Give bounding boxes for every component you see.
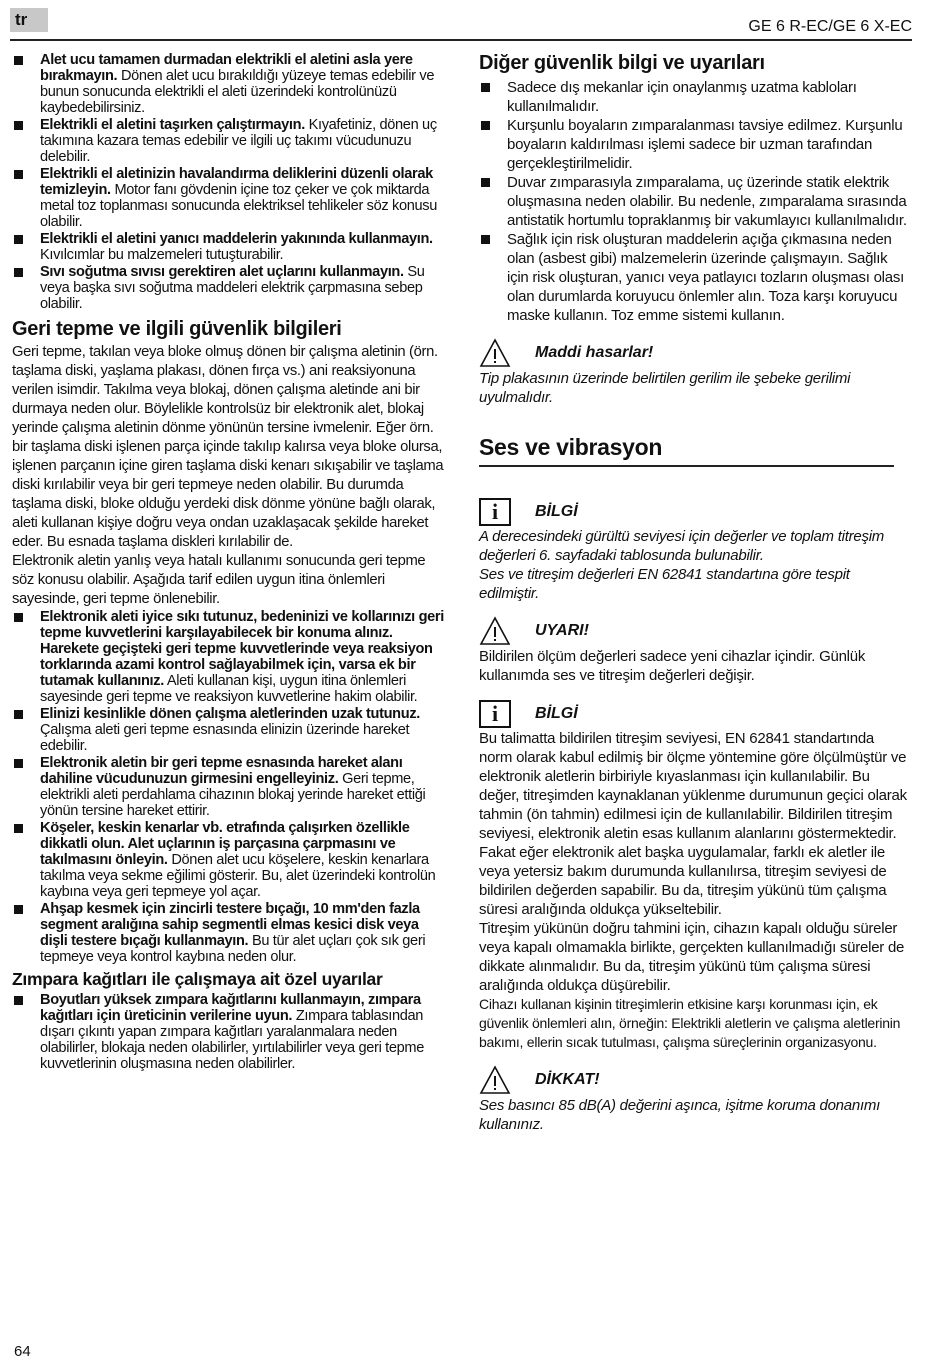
warning-triangle-icon <box>479 338 511 368</box>
list-item: Sıvı soğutma sıvısı gerektiren alet uçlarını kullanmayın. Su veya başka sıvı soğutma maddeleri elektrik çarpmasına sebep olabilir. <box>12 264 445 312</box>
kickback-paragraph-1: Geri tepme, takılan veya bloke olmuş dönen bir çalışma aletinin (örn. taşlama diski, yaşlama plakası, dönen fırça vs.) ani reaksiyonuna verilen isimdir. Takılma veya blokaj, dönen çalışma aletinde ani bir durmaya neden olur. Böylelikle kontrolsüz bir elektronik alet, blokaj yerinde çalışma aletinin dönme yönünün tersine ivmelenir. Eğer örn. bir taşlama diski işlenen parça içinde takılıp kalırsa veya bloke olursa, işlenen parçanın içine giren taşlama diski kenarı sıkışabilir ve taşlama diski kırılabilir veya bir geri tepmeye neden olabilir. Bu durumda taşlama diski, bloke olduğu yerdeki disk dönme yönüne bağlı olarak, aleti kullanan kişiye doğru veya ondan uzaklaşacak şekilde hareket eder. Bu esnada taşlama diskleri kırılabilir de. <box>12 344 444 550</box>
list-item: Boyutları yüksek zımpara kağıtlarını kullanmayın, zımpara kağıtları için üreticinin verilerine uyun. Zımpara tablasından dışarı çıkıntı yapan zımpara kağıtları yaralanmalara neden olabilirler, blokaja neden olabilirler, yırtılabilirler veya geri tepme kuvvetlerinin oluşmasına neden olabilirler. <box>12 992 445 1072</box>
list-item: Elektrikli el aletinizin havalandırma deliklerini düzenli olarak temizleyin. Motor fanı gövdenin içine toz çeker ve çok miktarda metal toz toplanması sonucunda elektriksel tehlikeler söz konusu olabilir. <box>12 166 445 230</box>
page-number: 64 <box>14 1343 31 1360</box>
language-tag: tr <box>10 8 48 32</box>
sandpaper-heading: Zımpara kağıtları ile çalışmaya ait özel uyarılar <box>12 969 383 989</box>
info-text-1b: Ses ve titreşim değerleri EN 62841 standartına göre tespit edilmiştir. <box>479 566 850 602</box>
other-safety-list <box>479 78 911 325</box>
material-damage-notice <box>479 337 911 369</box>
caution-text: Ses basıncı 85 dB(A) değerini aşınca, işitme koruma donanımı kullanınız. <box>479 1097 881 1133</box>
list-item: Elektrikli el aletini yanıcı maddelerin yakınında kullanmayın. Kıvılcımlar bu malzemeleri tutuşturabilir. <box>12 231 445 263</box>
caution-title: DİKKAT! <box>535 1071 600 1088</box>
list-item: Duvar zımparasıyla zımparalama, uç üzerinde statik elektrik oluşmasına neden olabilir. Bu nedenle, zımparalama sırasında antistatik hortumlu topraklanmış bir vakumlayıcı kullanılmalıdır. <box>479 173 911 230</box>
list-item: Alet ucu tamamen durmadan elektrikli el aletini asla yere bırakmayın. Dönen alet ucu bırakıldığı yüzeye temas edebilir ve bunun sonucunda elektrikli el aleti üzerindeki kontrolünüzü kaybedebilirsiniz. <box>12 52 445 116</box>
warning-triangle-icon <box>479 1065 511 1095</box>
list-item: Sağlık için risk oluşturan maddelerin açığa çıkmasına neden olan (asbest gibi) malzemelerin üzerinde çalışmayın. Sağlık için risk oluşturan, yanıcı veya patlayıcı tozların oluşması olası olan durumlarda koruyucu önlemler alın. Toza karşı koruyucu maske kullanın. Toz emme sistemi kullanın. <box>479 230 911 325</box>
material-damage-text: Tip plakasının üzerinde belirtilen gerilim ile şebeke gerilimi uyulmalıdır. <box>479 370 851 406</box>
info-paragraph-2a: Bu talimatta bildirilen titreşim seviyesi, EN 62841 standartında norm olarak kabul edilmiş bir ölçme yöntemine göre ölçülmüştür ve elektronik aletlerin birbiriyle kıyaslanması için kullanılabilir. Bu değer, titreşimden kaynaklanan yüklenme durumunun geçici olarak tahmin (ön tahmin) edilmesi için de kullanılabilir. Bildirilen titreşim seviyesi, elektronik aletin esas kullanım alanlarını göstermektedir. Fakat eğer elektronik alet başka uygulamalar, farklı ek aletler ile veya yetersiz bakım durumunda kullanılırsa, titreşim seviyesi de bildirilen değerden sapabilir. Bu da, titreşim yükünü tüm çalışma süresi aralığında oldukça yükseltebilir. <box>479 730 907 918</box>
header-rule <box>10 39 912 41</box>
model-name: GE 6 R-EC/GE 6 X-EC <box>748 18 912 35</box>
info-paragraph-2b: Titreşim yükünün doğru tahmini için, cihazın kapalı olduğu süreler veya kapalı olmamakla birlikte, gerçekten kullanılmadığı süreler de dikkate alınmalıdır. Bu da, titreşim yükünü tüm çalışma süresi aralığında oldukça düşürebilir. <box>479 920 905 994</box>
info-box-icon: i <box>479 498 511 526</box>
kickback-list <box>12 609 445 965</box>
list-item: Elinizi kesinlikle dönen çalışma aletlerinden uzak tutunuz. Çalışma aleti geri tepme esnasında elinizin üzerinde hareket edebilir. <box>12 706 445 754</box>
info-text-1a: A derecesindeki gürültü seviyesi için değerler ve toplam titreşim değerleri 6. sayfadaki tablosunda bulunabilir. <box>479 528 885 564</box>
info-title-2: BİLGİ <box>535 705 578 722</box>
kickback-paragraph-2: Elektronik aletin yanlış veya hatalı kullanımı sonucunda geri tepme söz konusu olabilir. Aşağıda tarif edilen uygun itina önlemleri sayesinde, geri tepme önlenebilir. <box>12 553 426 607</box>
info-notice-2 <box>479 699 911 729</box>
kickback-heading: Geri tepme ve ilgili güvenlik bilgileri <box>12 318 342 340</box>
info-title-1: BİLGİ <box>535 503 578 520</box>
warning-triangle-icon <box>479 616 511 646</box>
list-item: Sadece dış mekanlar için onaylanmış uzatma kabloları kullanılmalıdır. <box>479 78 911 116</box>
safety-list-top <box>12 52 445 312</box>
list-item: Elektronik aletin bir geri tepme esnasında hareket alanı dahiline vücudunuzun girmesini engelleyiniz. Geri tepme, elektrikli aleti perdahlama cihazının blokaj yerinde hareket ettiği yönün tersine hareket ettirir. <box>12 755 445 819</box>
list-item: Ahşap kesmek için zincirli testere bıçağı, 10 mm'den fazla segment aralığına sahip segmentli elmas kesici disk veya dişli testere bıçağı kullanmayın. Bu tür alet uçları çok sık geri tepmeye veya kontrol kaybına neden olur. <box>12 901 445 965</box>
caution-notice <box>479 1064 911 1096</box>
info-box-icon: i <box>479 700 511 728</box>
other-safety-heading: Diğer güvenlik bilgi ve uyarıları <box>479 52 765 74</box>
left-column <box>12 52 445 1073</box>
list-item: Elektronik aleti iyice sıkı tutunuz, bedeninizi ve kollarınızı geri tepme kuvvetlerini karşılayabilecek bir konuma alınız. Harekete geçişteki geri tepme kuvvetlerinde veya reaksiyon torklarında azami kontrol sağlayabilmek için, varsa ek bir tutamak kullanınız. Aleti kullanan kişi, uygun itina önlemleri sayesinde geri tepme ve reaksiyon kuvvetlerine hakim olabilir. <box>12 609 445 705</box>
list-item: Elektrikli el aletini taşırken çalıştırmayın. Kıyafetiniz, dönen uç takımına kazara temas edebilir ve ilgili uç takımı vücudunuzu delebilir. <box>12 117 445 165</box>
right-column <box>479 52 911 1134</box>
sandpaper-list <box>12 992 445 1072</box>
info-paragraph-2c: Cihazı kullanan kişinin titreşimlerin etkisine karşı korunması için, ek güvenlik önlemleri alın, örneğin: Elektrikli aletlerin ve çalışma aletlerinin bakımı, ellerin sıcak tutulması, çalışma süreçlerinin organizasyonu. <box>479 996 901 1050</box>
info-notice-1 <box>479 497 911 527</box>
list-item: Kurşunlu boyaların zımparalanması tavsiye edilmez. Kurşunlu boyaların kaldırılması işlemi sadece bir uzman tarafından gerçekleştirilmelidir. <box>479 116 911 173</box>
warning-notice <box>479 615 911 647</box>
sound-vibration-heading: Ses ve vibrasyon <box>479 433 894 467</box>
material-damage-title: Maddi hasarlar! <box>535 344 654 361</box>
warning-text: Bildirilen ölçüm değerleri sadece yeni cihazlar içindir. Günlük kullanımda ses ve titreşim değerleri değişir. <box>479 648 866 684</box>
warning-title: UYARI! <box>535 622 589 639</box>
list-item: Köşeler, keskin kenarlar vb. etrafında çalışırken özellikle dikkatli olun. Alet uçlarının iş parçasına çarpmasını ve takılmasını önleyin. Dönen alet ucu köşelere, keskin kenarlara takılma veya sekme eğilimi gösterir. Bu, alet üzerindeki kontrolün kaybına veya geri tepmeye yol açar. <box>12 820 445 900</box>
